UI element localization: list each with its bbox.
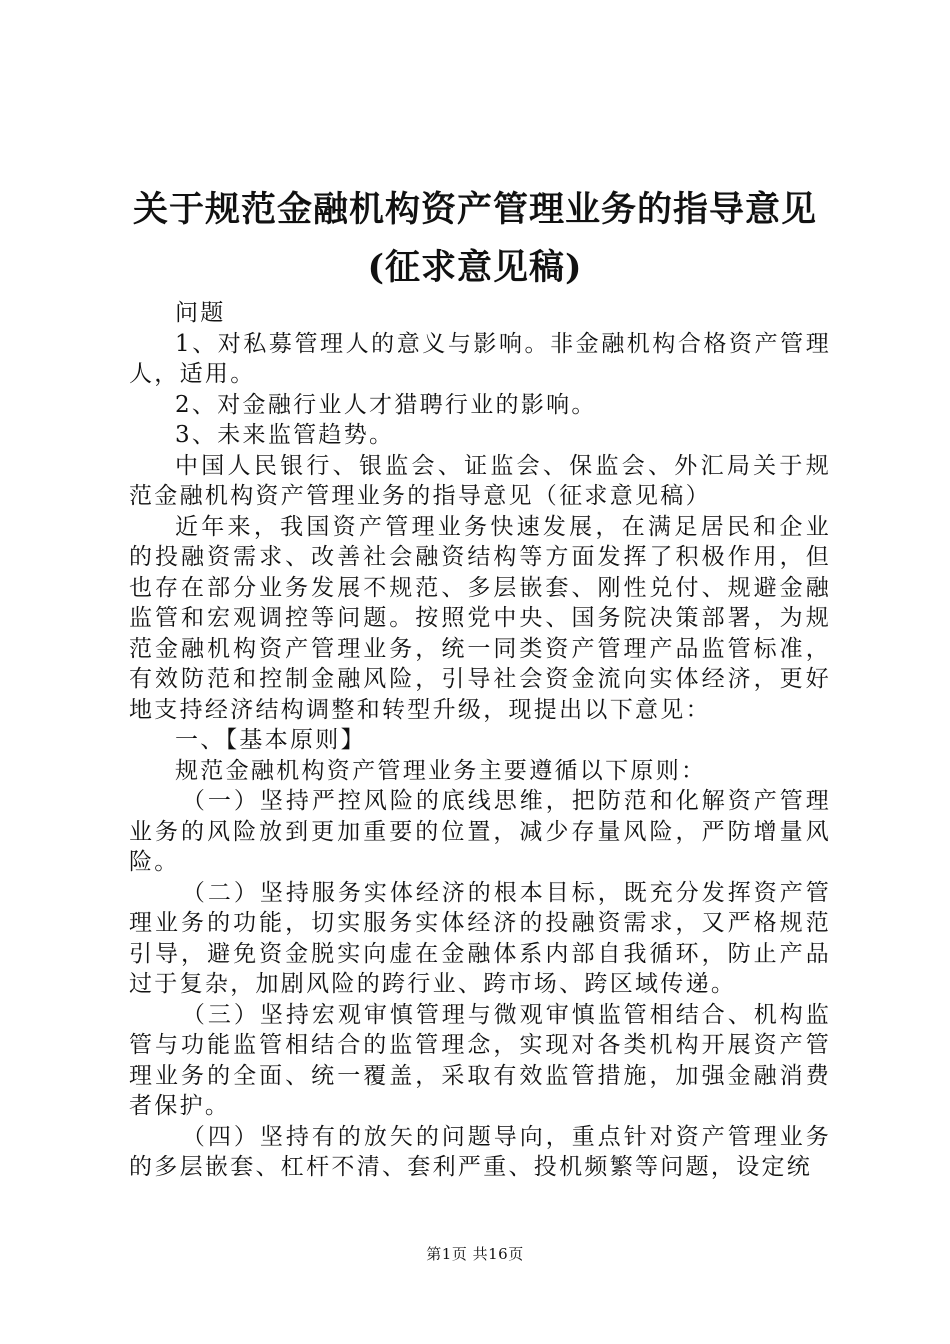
page-number-footer: 第1页 共16页 <box>426 1245 524 1263</box>
paragraph-questions-heading: 问题 <box>175 300 226 326</box>
document-body <box>129 298 831 1183</box>
document-subtitle: (征求意见稿) <box>367 247 583 288</box>
paragraph-introduction: 近年来，我国资产管理业务快速发展，在满足居民和企业的投融资需求、改善社会融资结构等方面发挥了积极作用，但也存在部分业务发展不规范、多层嵌套、刚性兑付、规避金融监管和宏观调控等问题。按照党中央、国务院决策部署，为规范金融机构资产管理业务，统一同类资产管理产品监管标准，有效防范和控制金融风险，引导社会资金流向实体经济，更好地支持经济结构调整和转型升级，现提出以下意见： <box>129 513 831 723</box>
paragraph-principle-4: （四）坚持有的放矢的问题导向，重点针对资产管理业务的多层嵌套、杠杆不清、套利严重、投机频繁等问题，设定统 <box>129 1123 831 1180</box>
paragraph-question-3: 3、未来监管趋势。 <box>175 422 395 448</box>
paragraph-question-2: 2、对金融行业人才猎聘行业的影响。 <box>175 391 597 418</box>
paragraph-question-1: 1、对私募管理人的意义与影响。非金融机构合格资产管理人，适用。 <box>129 330 831 387</box>
document-title: 关于规范金融机构资产管理业务的指导意见 <box>132 189 817 230</box>
paragraph-principle-3: （三）坚持宏观审慎管理与微观审慎监管相结合、机构监管与功能监管相结合的监管理念，实现对各类机构开展资产管理业务的全面、统一覆盖，采取有效监管措施，加强金融消费者保护。 <box>129 1001 831 1119</box>
paragraph-issuers: 中国人民银行、银监会、证监会、保监会、外汇局关于规范金融机构资产管理业务的指导意见（征求意见稿） <box>129 452 831 509</box>
paragraph-principle-2: （二）坚持服务实体经济的根本目标，既充分发挥资产管理业务的功能，切实服务实体经济的投融资需求，又严格规范引导，避免资金脱实向虚在金融体系内部自我循环，防止产品过于复杂，加剧风险的跨行业、跨市场、跨区域传递。 <box>129 879 831 997</box>
section-heading-basic-principles: 一、【基本原则】 <box>175 727 366 753</box>
paragraph-principles-intro: 规范金融机构资产管理业务主要遵循以下原则： <box>175 757 707 784</box>
paragraph-principle-1: （一）坚持严控风险的底线思维，把防范和化解资产管理业务的风险放到更加重要的位置，减少存量风险，严防增量风险。 <box>129 788 831 875</box>
